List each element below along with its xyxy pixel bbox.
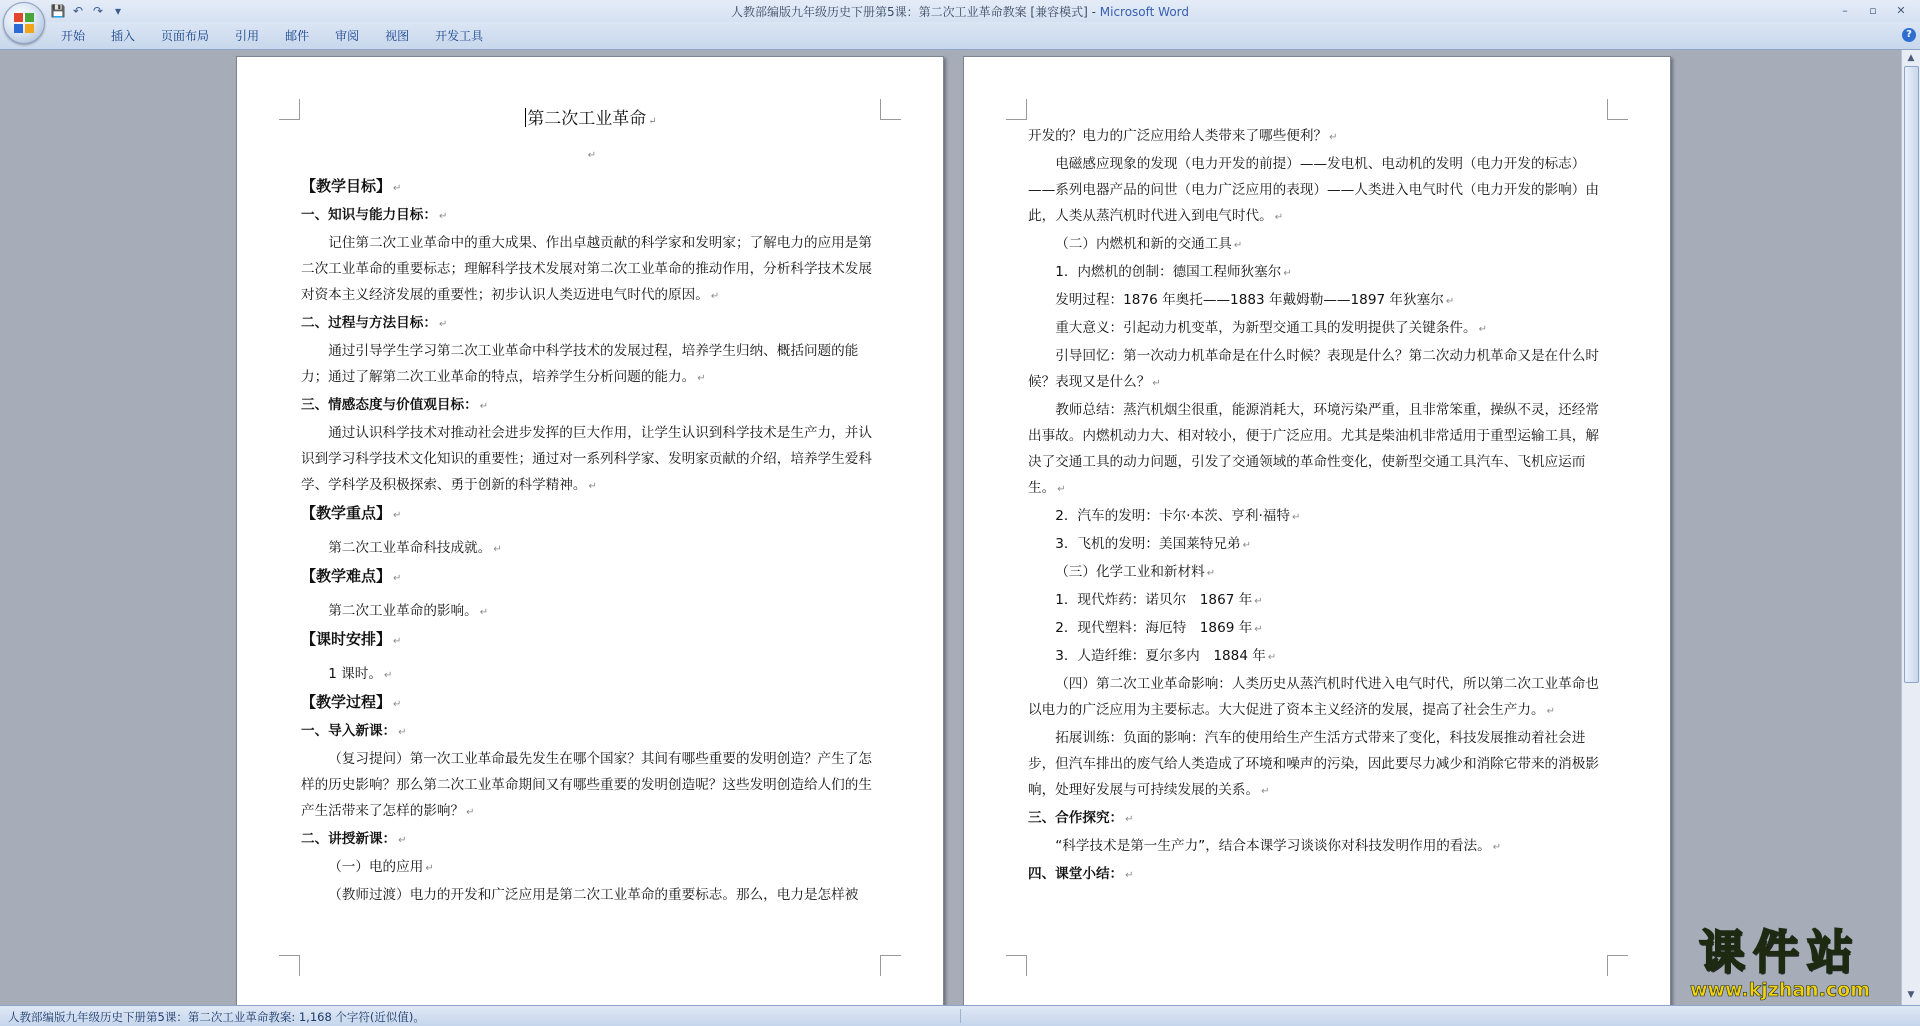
- heading-text: 一、导入新课：: [301, 723, 397, 739]
- minimize-icon[interactable]: –: [1842, 4, 1848, 17]
- paragraph-mark-icon: ↵: [1546, 706, 1555, 717]
- section-heading-text: 【课时安排】: [301, 630, 392, 648]
- heading-text: 二、过程与方法目标：: [301, 315, 437, 331]
- paragraph-text: 1 课时。: [328, 666, 382, 682]
- paragraph-mark-icon: ↵: [1267, 652, 1277, 663]
- ribbon-tabs: [48, 28, 496, 45]
- paragraph-text: 2．汽车的发明：卡尔·本茨、亨利·福特: [1055, 508, 1290, 524]
- paragraph-mark-icon: ↵: [648, 116, 657, 127]
- paragraph-text: “科学技术是第一生产力”，结合本课学习谈谈你对科技发明作用的看法。: [1055, 838, 1491, 854]
- vertical-scrollbar[interactable]: [1901, 50, 1920, 1005]
- status-bar: [0, 1005, 1920, 1026]
- paragraph-mark-icon: ↵: [1206, 568, 1216, 579]
- paragraph: [1028, 531, 1608, 559]
- paragraph-text: 第二次工业革命的影响。: [328, 603, 478, 619]
- crop-mark: [1607, 99, 1628, 120]
- heading: [301, 826, 881, 854]
- paragraph-mark-icon: ↵: [393, 699, 402, 710]
- paragraph: [1028, 615, 1608, 643]
- tab-home[interactable]: 开始: [61, 29, 86, 43]
- save-icon[interactable]: 💾: [50, 4, 66, 18]
- paragraph: [301, 661, 881, 689]
- heading-text: 四、课堂小结：: [1028, 866, 1124, 882]
- paragraph-mark-icon: ↵: [438, 211, 448, 222]
- heading-text: 一、知识与能力目标：: [301, 207, 437, 223]
- paragraph-text: 教师总结：蒸汽机烟尘很重，能源消耗大，环境污染严重，且非常笨重，操纵不灵，还经常出事故。内燃机动力大、相对较小，便于广泛应用。尤其是柴油机非常适用于重型运输工具，解决了交通工具的动力问题，引发了交通领域的革命性变化，使新型交通工具汽车、飞机应运而生。: [1028, 402, 1599, 496]
- paragraph-mark-icon: ↵: [1242, 540, 1251, 551]
- help-icon[interactable]: ?: [1902, 28, 1916, 42]
- heading: [301, 310, 881, 338]
- paragraph-mark-icon: ↵: [1254, 624, 1263, 635]
- paragraph: [1028, 559, 1608, 587]
- section-heading-text: 【教学目标】: [301, 177, 392, 195]
- paragraph-text: 通过引导学生学习第二次工业革命中科学技术的发展过程，培养学生归纳、概括问题的能力；通过了解第二次工业革命的特点，培养学生分析问题的能力。: [301, 343, 859, 385]
- crop-mark: [1607, 955, 1628, 976]
- paragraph: [1028, 287, 1608, 315]
- paragraph-text: 发明过程：1876 年奥托——1883 年戴姆勒——1897 年狄塞尔: [1055, 292, 1444, 308]
- paragraph-text: 开发的？电力的广泛应用给人类带来了哪些便利？: [1028, 128, 1328, 144]
- paragraph-mark-icon: ↵: [1057, 484, 1066, 495]
- paragraph-mark-icon: ↵: [1283, 268, 1292, 279]
- paragraph: [1028, 397, 1608, 503]
- section-process: [301, 689, 881, 718]
- scrollbar-thumb[interactable]: [1904, 66, 1919, 683]
- paragraph-text: 1．内燃机的创制：德国工程师狄塞尔: [1055, 264, 1282, 280]
- paragraph: [1028, 315, 1608, 343]
- office-button[interactable]: [3, 2, 45, 44]
- crop-mark: [880, 955, 901, 976]
- tab-review[interactable]: 审阅: [335, 29, 360, 43]
- paragraph-mark-icon: ↵: [1152, 378, 1161, 389]
- paragraph-text: （一）电的应用: [328, 859, 424, 875]
- paragraph-mark-icon: ↵: [1445, 296, 1455, 307]
- page-1-content: [301, 103, 881, 908]
- paragraph-mark-icon: ↵: [425, 863, 434, 874]
- paragraph-text: （二）内燃机和新的交通工具: [1055, 236, 1232, 252]
- crop-mark: [1006, 955, 1027, 976]
- paragraph-text: 电磁感应现象的发现（电力开发的前提）——发电机、电动机的发明（电力开发的标志）——系列电器产品的问世（电力广泛应用的表现）——人类进入电气时代（电力开发的影响）由此，人类从蒸汽机时代进入到电气时代。: [1028, 156, 1599, 224]
- paragraph-mark-icon: ↵: [479, 607, 489, 618]
- paragraph-text: 3．飞机的发明：美国莱特兄弟: [1055, 536, 1241, 552]
- paragraph-text: （教师过渡）电力的开发和广泛应用是第二次工业革命的重要标志。那么，电力是怎样被: [328, 887, 859, 903]
- section-schedule: [301, 626, 881, 655]
- paragraph: [301, 746, 881, 826]
- section-key-points: [301, 500, 881, 529]
- site-watermark: [1668, 925, 1892, 1003]
- section-heading-text: 【教学难点】: [301, 567, 392, 585]
- crop-mark: [1006, 99, 1027, 120]
- paragraph-text: （三）化学工业和新材料: [1055, 564, 1205, 580]
- paragraph-mark-icon: ↵: [697, 373, 706, 384]
- paragraph-mark-icon: ↵: [1261, 786, 1270, 797]
- title-bar: [0, 0, 1920, 22]
- page-2-content: [1028, 123, 1608, 889]
- document-area[interactable]: [0, 50, 1902, 1005]
- paragraph-mark-icon: ↵: [588, 481, 597, 492]
- paragraph: [1028, 643, 1608, 671]
- maximize-icon[interactable]: ▫: [1869, 4, 1877, 17]
- paragraph-mark-icon: ↵: [393, 636, 402, 647]
- paragraph: [301, 230, 881, 310]
- watermark-logo-text: 课件站: [1699, 925, 1861, 979]
- paragraph-mark-icon: ↵: [1274, 212, 1284, 223]
- paragraph-mark-icon: ↵: [398, 835, 407, 846]
- paragraph-mark-icon: ↵: [710, 291, 720, 302]
- paragraph-text: （四）第二次工业革命影响：人类历史从蒸汽机时代进入电气时代，所以第二次工业革命也以电力的广泛应用为主要标志。大大促进了资本主义经济的发展，提高了社会生产力。: [1028, 676, 1599, 718]
- paragraph-mark-icon: ↵: [466, 807, 475, 818]
- window-title: [0, 3, 1920, 20]
- paragraph: [1028, 587, 1608, 615]
- word-count-status[interactable]: 人教部编版九年级历史下册第5课：第二次工业革命教案: 1,168 个字符(近似值)。: [8, 1010, 425, 1024]
- office-logo-icon: [14, 13, 34, 33]
- paragraph: [1028, 725, 1608, 805]
- paragraph-mark-icon: ↵: [493, 544, 502, 555]
- scroll-down-icon[interactable]: ▼: [1907, 990, 1915, 1000]
- tab-page-layout[interactable]: 页面布局: [161, 29, 210, 43]
- paragraph: [1028, 259, 1608, 287]
- paragraph: [1028, 123, 1608, 151]
- heading-text: 二、讲授新课：: [301, 831, 397, 847]
- tab-mailings[interactable]: 邮件: [285, 29, 310, 43]
- paragraph-text: 通过认识科学技术对推动社会进步发挥的巨大作用，让学生认识到科学技术是生产力，并认识到学习科学技术文化知识的重要性；通过对一系列科学家、发明家贡献的介绍，培养学生爱科学、学科学及积极探索、勇于创新的科学精神。: [301, 425, 872, 493]
- paragraph: [1028, 231, 1608, 259]
- tab-developer[interactable]: 开发工具: [435, 29, 484, 43]
- paragraph-text: 引导回忆：第一次动力机革命是在什么时候？表现是什么？第二次动力机革命又是在什么时候？表现又是什么？: [1028, 348, 1599, 390]
- doc-title: [301, 103, 881, 135]
- paragraph-mark-icon: ↵: [479, 401, 489, 412]
- paragraph: [301, 854, 881, 882]
- crop-mark: [279, 955, 300, 976]
- tab-insert[interactable]: 插入: [111, 29, 136, 43]
- empty-paragraph: [301, 135, 881, 173]
- paragraph-mark-icon: ↵: [1233, 240, 1243, 251]
- paragraph: [301, 338, 881, 392]
- paragraph-mark-icon: ↵: [383, 670, 393, 681]
- redo-icon[interactable]: ↷: [92, 4, 104, 18]
- heading: [1028, 805, 1608, 833]
- paragraph-text: 3．人造纤维：夏尔多内 1884 年: [1055, 648, 1266, 664]
- paragraph-mark-icon: ↵: [1329, 132, 1338, 143]
- paragraph-mark-icon: ↵: [393, 183, 402, 194]
- paragraph-mark-icon: ↵: [1492, 842, 1502, 853]
- paragraph-mark-icon: ↵: [1125, 814, 1134, 825]
- customize-qat-icon[interactable]: ▾: [114, 4, 122, 18]
- section-teaching-goals: [301, 173, 881, 202]
- paragraph-mark-icon: ↵: [587, 150, 597, 161]
- paragraph: [301, 420, 881, 500]
- scroll-up-icon[interactable]: ▲: [1907, 53, 1915, 63]
- paragraph: [1028, 671, 1608, 725]
- paragraph-text: 第二次工业革命科技成就。: [328, 540, 492, 556]
- paragraph-text: 1．现代炸药：诺贝尔 1867 年: [1055, 592, 1253, 608]
- heading: [301, 392, 881, 420]
- paragraph-text: 重大意义：引起动力机变革，为新型交通工具的发明提供了关键条件。: [1055, 320, 1477, 336]
- ribbon-tab-bar: [0, 22, 1920, 50]
- paragraph-mark-icon: ↵: [1254, 596, 1263, 607]
- paragraph: [1028, 503, 1608, 531]
- section-difficulties: [301, 563, 881, 592]
- close-icon[interactable]: ✕: [1896, 4, 1906, 17]
- paragraph: [1028, 343, 1608, 397]
- paragraph-text: 2．现代塑料：海厄特 1869 年: [1055, 620, 1253, 636]
- document-page-2[interactable]: [963, 56, 1671, 1005]
- paragraph-text: 记住第二次工业革命中的重大成果、作出卓越贡献的科学家和发明家；了解电力的应用是第二次工业革命的重要标志；理解科学技术发展对第二次工业革命的推动作用，分析科学技术发展对资本主义经济发展的重要性；初步认识人类迈进电气时代的原因。: [301, 235, 872, 303]
- heading: [301, 718, 881, 746]
- paragraph-mark-icon: ↵: [438, 319, 448, 330]
- paragraph-mark-icon: ↵: [1125, 870, 1134, 881]
- crop-mark: [880, 99, 901, 120]
- watermark-url: www.kjzhan.com: [1689, 979, 1871, 1001]
- paragraph-mark-icon: ↵: [1478, 324, 1487, 335]
- paragraph-mark-icon: ↵: [393, 573, 402, 584]
- paragraph-text: 拓展训练：负面的影响：汽车的使用给生产生活方式带来了变化，科技发展推动着社会进步，但汽车排出的废气给人类造成了环境和噪声的污染，因此要尽力减少和消除它带来的消极影响，处理好发展与可持续发展的关系。: [1028, 730, 1599, 798]
- heading-text: 三、情感态度与价值观目标：: [301, 397, 478, 413]
- doc-title-text: 第二次工业革命: [527, 109, 647, 129]
- section-heading-text: 【教学过程】: [301, 693, 392, 711]
- status-divider: [960, 1009, 961, 1023]
- paragraph: [1028, 833, 1608, 861]
- paragraph-mark-icon: ↵: [1291, 512, 1301, 523]
- heading: [301, 202, 881, 230]
- paragraph-text: （复习提问）第一次工业革命最先发生在哪个国家？其间有哪些重要的发明创造？产生了怎样的历史影响？那么第二次工业革命期间又有哪些重要的发明创造呢？这些发明创造给人们的生产生活带来了怎样的影响？: [301, 751, 872, 819]
- tab-view[interactable]: 视图: [385, 29, 410, 43]
- heading: [1028, 861, 1608, 889]
- window-controls: [1832, 2, 1914, 19]
- crop-mark: [279, 99, 300, 120]
- app-name: Microsoft Word: [1099, 5, 1190, 19]
- tab-references[interactable]: 引用: [235, 29, 260, 43]
- document-page-1[interactable]: [236, 56, 944, 1005]
- heading-text: 三、合作探究：: [1028, 810, 1124, 826]
- paragraph-mark-icon: ↵: [393, 510, 402, 521]
- paragraph: [301, 882, 881, 908]
- paragraph-mark-icon: ↵: [398, 727, 407, 738]
- paragraph: [1028, 151, 1608, 231]
- undo-icon[interactable]: ↶: [72, 4, 84, 18]
- paragraph: [301, 535, 881, 563]
- paragraph: [301, 598, 881, 626]
- document-title-text: 人教部编版九年级历史下册第5课：第二次工业革命教案 [兼容模式] -: [730, 5, 1100, 19]
- section-heading-text: 【教学重点】: [301, 504, 392, 522]
